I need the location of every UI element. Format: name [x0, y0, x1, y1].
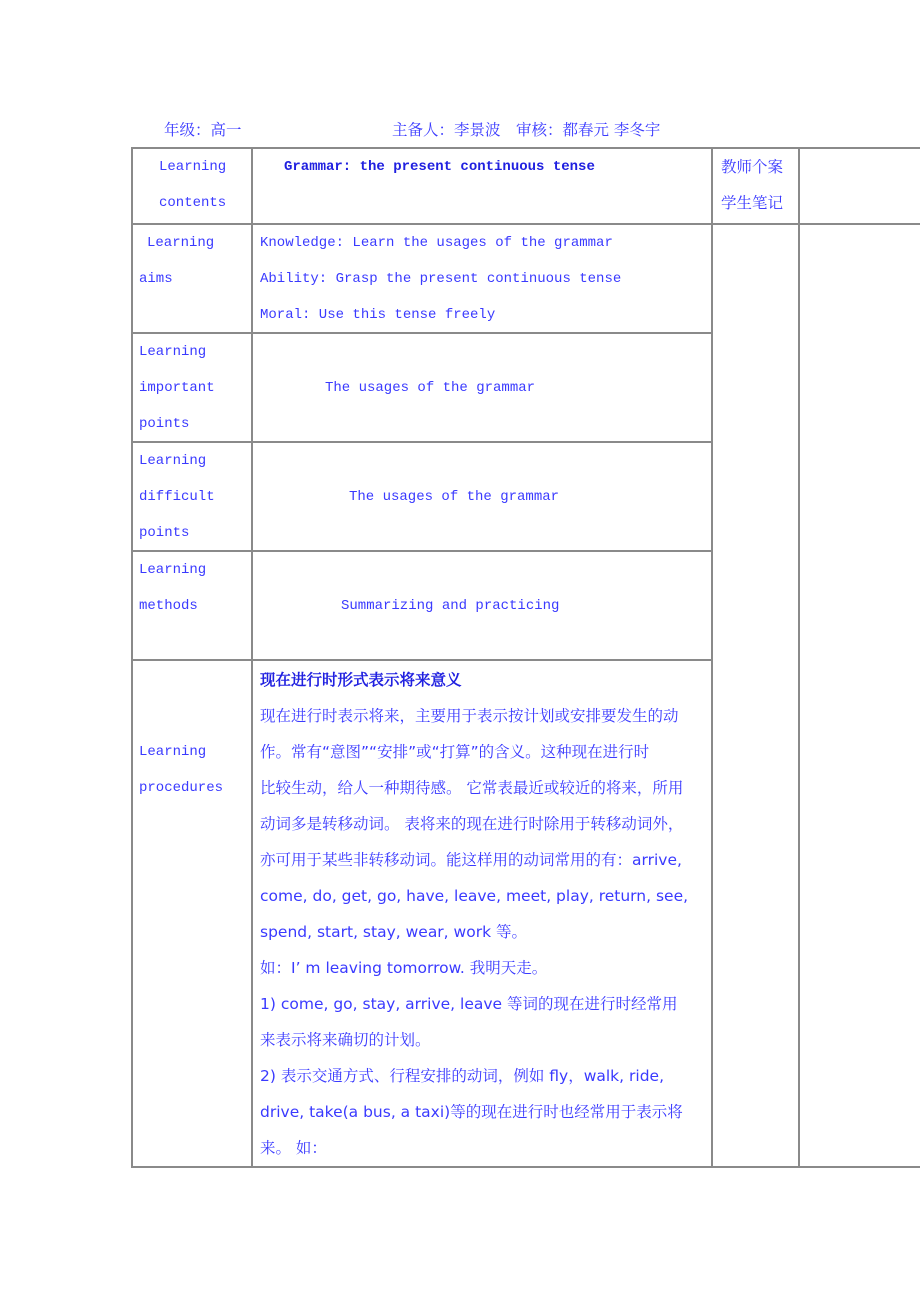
procedure-line: 比较生动，给人一种期待感。 它常表最近或较近的将来，所用: [260, 779, 684, 797]
row-label: procedures: [139, 780, 224, 796]
aim-knowledge: Knowledge: Learn the usages of the grammar: [260, 235, 613, 251]
procedure-line: 现在进行时表示将来，主要用于表示按计划或安排要发生的动: [260, 707, 679, 725]
row-label: Learning: [139, 344, 207, 360]
procedure-line: 来表示将来确切的计划。: [260, 1031, 431, 1049]
table-border: [711, 147, 713, 1168]
important-points: The usages of the grammar: [325, 380, 536, 396]
procedure-line: drive, take(a bus, a taxi)等的现在进行时也经常用于表示将: [260, 1103, 683, 1121]
table-border: [131, 550, 712, 552]
row-label: Learning: [139, 453, 207, 469]
table-border: [251, 147, 253, 1168]
table-border: [131, 441, 712, 443]
table-border: [131, 147, 133, 1168]
row-label: Learning: [139, 562, 207, 578]
table-border: [131, 1166, 920, 1168]
row-label: methods: [139, 598, 198, 614]
aim-ability: Ability: Grasp the present continuous tense: [260, 271, 622, 287]
row-label: points: [139, 416, 190, 432]
procedure-line: 亦可用于某些非转移动词。能这样用的动词常用的有：arrive,: [260, 851, 682, 869]
table-border: [131, 332, 712, 334]
lesson-title: Grammar: the present continuous tense: [284, 159, 595, 175]
preparer-label: 主备人：李景波 审核：都春元 李冬宇: [392, 121, 661, 139]
procedure-line: come, do, get, go, have, leave, meet, play, return, see,: [260, 887, 689, 905]
difficult-points: The usages of the grammar: [349, 489, 560, 505]
student-notes-label: 学生笔记: [721, 194, 784, 212]
grade-label: 年级：高一: [164, 121, 242, 139]
table-border: [131, 223, 920, 225]
aim-moral: Moral: Use this tense freely: [260, 307, 496, 323]
procedure-line: 如：I’ m leaving tomorrow. 我明天走。: [260, 959, 548, 977]
table-border: [131, 147, 920, 149]
row-label: difficult: [139, 489, 215, 505]
procedure-line: 1) come, go, stay, arrive, leave 等词的现在进行时经常用: [260, 995, 678, 1013]
procedure-line: 动词多是转移动词。 表将来的现在进行时除用于转移动词外，: [260, 815, 684, 833]
learning-methods: Summarizing and practicing: [341, 598, 560, 614]
procedure-line: 来。 如：: [260, 1139, 327, 1157]
row-label: aims: [139, 271, 173, 287]
procedures-title: 现在进行时形式表示将来意义: [260, 671, 462, 689]
row-label: Learning: [139, 744, 207, 760]
row-label: Learning: [147, 235, 215, 251]
procedure-line: 2) 表示交通方式、行程安排的动词，例如 fly，walk, ride,: [260, 1067, 664, 1085]
procedure-line: 作。常有“意图”“安排”或“打算”的含义。这种现在进行时: [260, 743, 650, 761]
procedures-text: [260, 662, 708, 1166]
procedure-line: spend, start, stay, wear, work 等。: [260, 923, 527, 941]
row-label: points: [139, 525, 190, 541]
row-label: important: [139, 380, 215, 396]
row-label: contents: [159, 195, 227, 211]
teacher-notes-label: 教师个案: [721, 158, 784, 176]
table-border: [131, 659, 712, 661]
table-border: [798, 147, 800, 1168]
row-label: Learning: [159, 159, 227, 175]
